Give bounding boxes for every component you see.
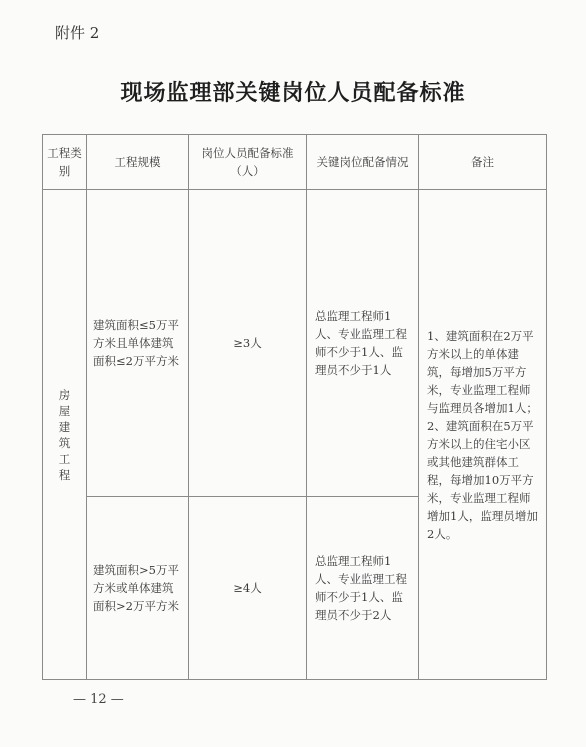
standard-cell: ≥4人: [189, 497, 307, 680]
header-category: 工程类别: [43, 135, 87, 190]
situation-cell: 总监理工程师1人、专业监理工程师不少于1人、监理员不少于1人: [307, 190, 419, 497]
notes-text: 1、建筑面积在2万平方米以上的单体建筑，每增加5万平方米，专业监理工程师与监理员各增加1人； 2、建筑面积在5万平方米以上的住宅小区或其他建筑群体工程，每增加10万平方米，专业监理工程师增加1人，监理员增加2人。: [427, 328, 538, 541]
scale-cell: 建筑面积≤5万平方米且单体建筑面积≤2万平方米: [87, 190, 189, 497]
document-title: 现场监理部关键岗位人员配备标准: [120, 80, 466, 106]
staffing-standard-table: [42, 134, 547, 680]
scale-cell: 建筑面积>5万平方米或单体建筑面积>2万平方米: [87, 497, 189, 680]
table-header-row: [43, 135, 547, 190]
category-label: 房 屋 建 筑 工 程: [58, 387, 71, 482]
header-notes: 备注: [419, 135, 547, 190]
attachment-label: 附件 2: [55, 24, 100, 42]
standard-cell: ≥3人: [189, 190, 307, 497]
situation-cell: 总监理工程师1人、专业监理工程师不少于1人、监理员不少于2人: [307, 497, 419, 680]
header-standard: 岗位人员配备标准（人）: [189, 135, 307, 190]
notes-cell: [419, 190, 547, 680]
category-cell: [43, 190, 87, 680]
page-number: — 12 —: [73, 692, 124, 707]
header-situation: 关键岗位配备情况: [307, 135, 419, 190]
table-row: [43, 190, 547, 497]
header-scale: 工程规模: [87, 135, 189, 190]
